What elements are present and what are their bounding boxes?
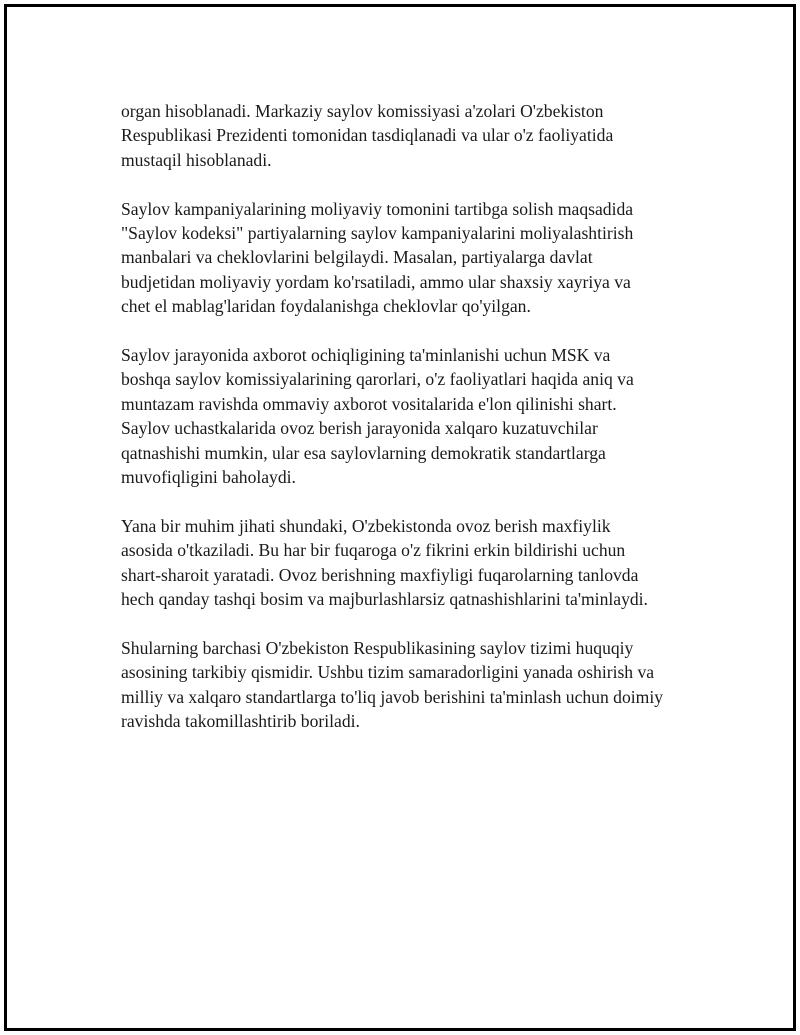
paragraph-5 (121, 636, 711, 734)
text-line: qatnashishi mumkin, ular esa saylovlarning demokratik standartlarga (121, 442, 606, 463)
text-line: milliy va xalqaro standartlarga to'liq javob berishini ta'minlash uchun doimiy (121, 686, 664, 707)
text-line: muntazam ravishda ommaviy axborot vositalarida e'lon qilinishi shart. (121, 393, 617, 414)
text-line: chet el mablag'laridan foydalanishga cheklovlar qo'yilgan. (121, 296, 531, 317)
text-line: "Saylov kodeksi" partiyalarning saylov kampaniyalarini moliyalashtirish (121, 223, 634, 244)
text-line: hech qanday tashqi bosim va majburlashlarsiz qatnashishlarini ta'minlaydi. (121, 589, 648, 610)
text-line: Saylov kampaniyalarining moliyaviy tomonini tartibga solish maqsadida (121, 198, 634, 219)
paragraph-3 (121, 343, 711, 489)
text-line: mustaqil hisoblanadi. (121, 149, 272, 170)
paragraph-2 (121, 197, 711, 319)
text-line: Shularning barchasi O'zbekiston Respublikasining saylov tizimi huquqiy (121, 637, 634, 658)
text-line: manbalari va cheklovlarini belgilaydi. Masalan, partiyalarga davlat (121, 247, 593, 268)
text-line: ravishda takomillashtirib boriladi. (121, 711, 360, 732)
text-line: budjetidan moliyaviy yordam ko'rsatiladi, ammo ular shaxsiy xayriya va (121, 271, 631, 292)
text-line: Yana bir muhim jihati shundaki, O'zbekistonda ovoz berish maxfiylik (121, 515, 611, 536)
paragraph-4 (121, 514, 711, 612)
text-line: shart-sharoit yaratadi. Ovoz berishning maxfiyligi fuqarolarning tanlovda (121, 564, 639, 585)
document-body (121, 99, 711, 758)
paragraph-1 (121, 99, 711, 172)
text-line: Saylov uchastkalarida ovoz berish jarayonida xalqaro kuzatuvchilar (121, 418, 598, 439)
text-line: Respublikasi Prezidenti tomonidan tasdiqlanadi va ular o'z faoliyatida (121, 125, 614, 146)
text-line: Saylov jarayonida axborot ochiqligining ta'minlanishi uchun MSK va (121, 345, 611, 366)
text-line: muvofiqligini baholaydi. (121, 467, 296, 488)
text-line: boshqa saylov komissiyalarining qarorlari, o'z faoliyatlari haqida aniq va (121, 369, 634, 390)
text-line: asosida o'tkaziladi. Bu har bir fuqaroga o'z fikrini erkin bildirishi uchun (121, 540, 626, 561)
text-line: organ hisoblanadi. Markaziy saylov komissiyasi a'zolari O'zbekiston (121, 101, 604, 121)
text-line: asosining tarkibiy qismidir. Ushbu tizim samaradorligini yanada oshirish va (121, 662, 655, 683)
page-frame (4, 4, 796, 1031)
